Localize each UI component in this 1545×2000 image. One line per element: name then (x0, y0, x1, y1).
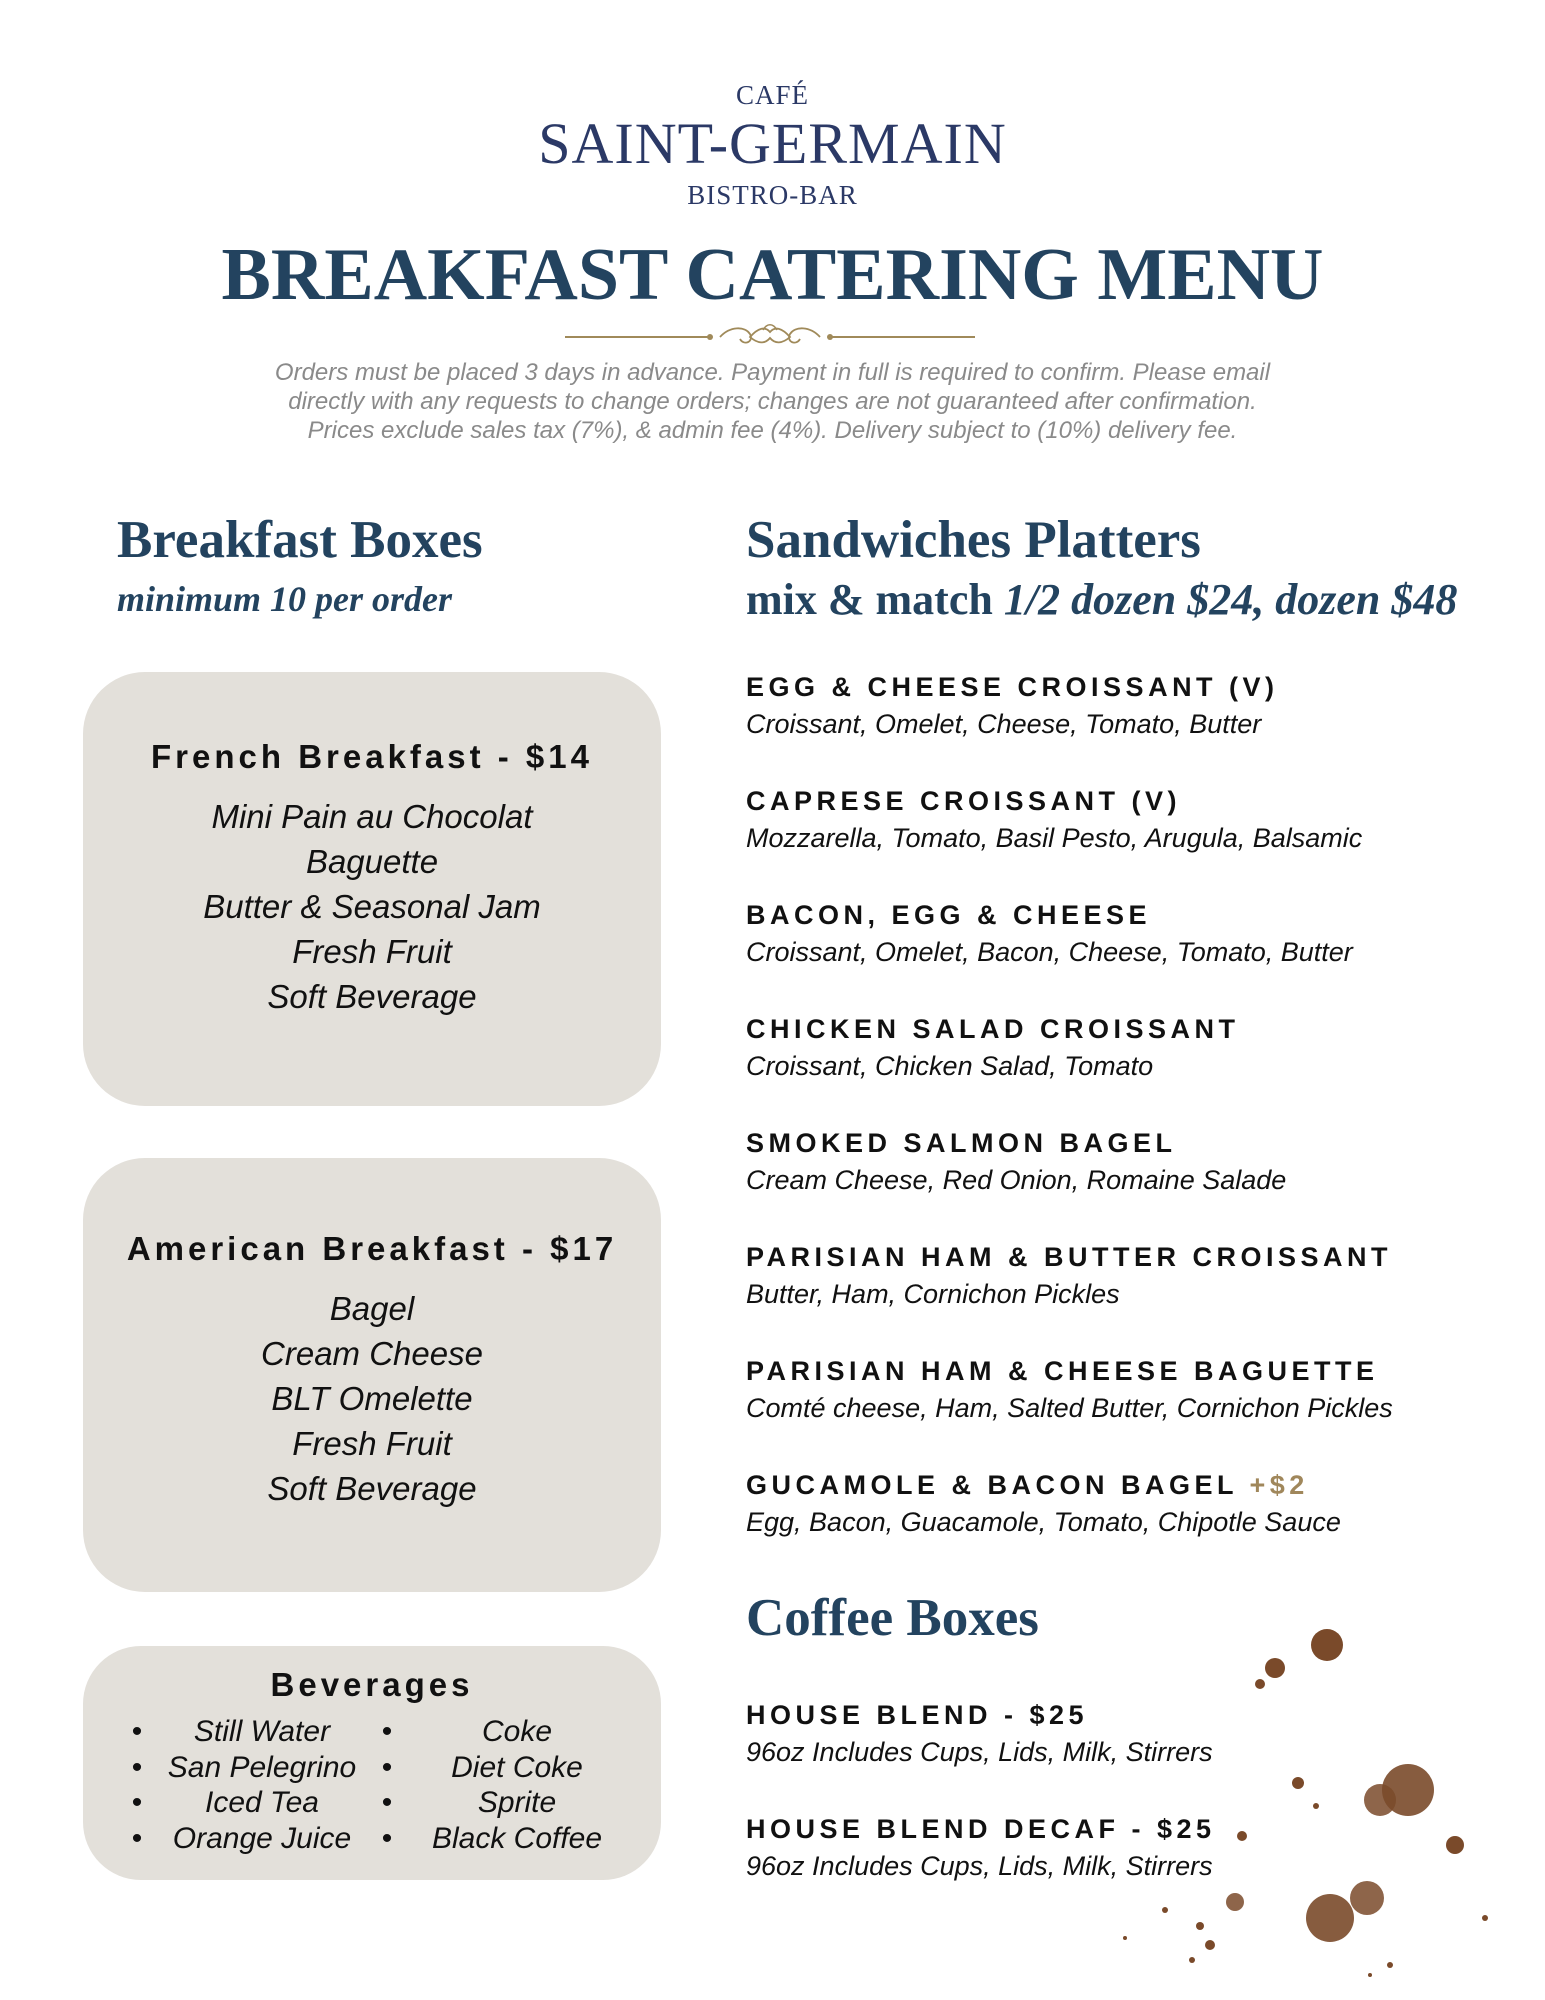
menu-item (746, 1242, 1526, 1310)
beverage-item: Diet Coke (451, 1750, 583, 1784)
item-desc: Mozzarella, Tomato, Basil Pesto, Arugula, Balsamic (746, 823, 1363, 853)
menu-item (746, 786, 1526, 854)
box-item: BLT Omelette (271, 1380, 473, 1417)
beverage-item: Black Coffee (431, 1821, 603, 1855)
menu-item (746, 672, 1526, 740)
beverage-item: Orange Juice (172, 1821, 352, 1855)
item-name: PARISIAN HAM & CHEESE BAGUETTE (746, 1356, 1379, 1386)
box-item: Fresh Fruit (292, 933, 452, 970)
bullet-icon: • (381, 1821, 393, 1855)
item-name: HOUSE BLEND - $25 (746, 1700, 1089, 1730)
box-title: French Breakfast - $14 (151, 738, 593, 775)
bullet-icon: • (131, 1750, 143, 1784)
page-title: BREAKFAST CATERING MENU (221, 234, 1324, 316)
item-name: SMOKED SALMON BAGEL (746, 1128, 1177, 1158)
item-name: EGG & CHEESE CROISSANT (V) (746, 672, 1279, 702)
menu-item (746, 1356, 1526, 1424)
box-item: Cream Cheese (261, 1335, 483, 1372)
beverages-box (83, 1646, 661, 1880)
beverage-item: Sprite (477, 1786, 557, 1819)
coffee-splatter-icon (1080, 1600, 1545, 2000)
box-item: Soft Beverage (267, 978, 477, 1015)
menu-item (746, 1014, 1526, 1082)
sandwiches-subtitle (746, 574, 1457, 625)
menu-item (746, 900, 1526, 968)
item-name (746, 1470, 1526, 1501)
brand-bistro: BISTRO-BAR (687, 180, 858, 210)
item-name: CHICKEN SALAD CROISSANT (746, 1014, 1240, 1044)
sandwiches-title: Sandwiches Platters (746, 511, 1201, 569)
box-item: Mini Pain au Chocolat (211, 798, 533, 835)
item-name: CAPRESE CROISSANT (V) (746, 786, 1182, 816)
brand-name: SAINT-GERMAIN (538, 111, 1007, 176)
item-desc: Croissant, Omelet, Cheese, Tomato, Butter (746, 709, 1262, 739)
bullet-icon: • (131, 1821, 143, 1855)
bullet-icon: • (131, 1715, 143, 1748)
box-item: Fresh Fruit (292, 1425, 452, 1462)
bullet-icon: • (131, 1786, 143, 1819)
coffee-boxes-title: Coffee Boxes (746, 1589, 1039, 1647)
american-breakfast-box (83, 1158, 661, 1592)
bullet-icon: • (381, 1715, 393, 1748)
item-desc: Butter, Ham, Cornichon Pickles (746, 1279, 1120, 1309)
notice-line: Orders must be placed 3 days in advance. Payment in full is required to confirm. Please email (274, 359, 1271, 386)
box-title: Beverages (270, 1666, 474, 1703)
french-breakfast-box (83, 672, 661, 1106)
breakfast-boxes-title: Breakfast Boxes (117, 511, 483, 569)
beverage-item: Still Water (193, 1715, 331, 1748)
beverages-list (83, 1714, 661, 1856)
bullet-icon: • (381, 1786, 393, 1819)
item-desc: 96oz Includes Cups, Lids, Milk, Stirrers (746, 1737, 1213, 1767)
bullet-icon: • (381, 1750, 393, 1784)
notice-line: directly with any requests to change orders; changes are not guaranteed after confirmation. (288, 388, 1257, 415)
item-desc: Croissant, Chicken Salad, Tomato (746, 1051, 1154, 1081)
box-item: Butter & Seasonal Jam (203, 888, 541, 925)
box-item: Soft Beverage (267, 1470, 477, 1507)
menu-item (746, 1128, 1526, 1196)
item-name: HOUSE BLEND DECAF - $25 (746, 1814, 1216, 1844)
subtitle-prices: 1/2 dozen $24, dozen $48 (1003, 575, 1458, 624)
item-name: PARISIAN HAM & BUTTER CROISSANT (746, 1242, 1393, 1272)
item-desc: Croissant, Omelet, Bacon, Cheese, Tomato, Butter (746, 937, 1353, 967)
item-desc: Comté cheese, Ham, Salted Butter, Cornichon Pickles (746, 1393, 1393, 1423)
item-name: BACON, EGG & CHEESE (746, 900, 1152, 930)
item-surcharge: +$2 (1249, 1470, 1309, 1500)
brand-cafe: CAFÉ (735, 80, 810, 110)
box-item: Bagel (329, 1290, 415, 1327)
item-name-text: GUCAMOLE & BACON BAGEL (746, 1470, 1250, 1500)
beverage-item: Iced Tea (205, 1786, 319, 1819)
notice-line: Prices exclude sales tax (7%), & admin fee (4%). Delivery subject to (10%) delivery fee. (307, 417, 1238, 444)
beverage-item: San Pelegrino (167, 1750, 357, 1784)
box-item: Baguette (305, 843, 439, 880)
item-desc: Cream Cheese, Red Onion, Romaine Salade (746, 1165, 1287, 1195)
item-desc: 96oz Includes Cups, Lids, Milk, Stirrers (746, 1851, 1213, 1881)
order-notice (150, 358, 1395, 445)
subtitle-lead: mix & match (746, 575, 1004, 624)
item-desc: Egg, Bacon, Guacamole, Tomato, Chipotle Sauce (746, 1507, 1341, 1537)
beverage-item: Coke (481, 1715, 553, 1748)
box-title: American Breakfast - $17 (126, 1230, 618, 1267)
breakfast-boxes-subtitle: minimum 10 per order (117, 579, 453, 619)
menu-item (746, 1470, 1526, 1538)
ornament-divider-icon (560, 320, 980, 360)
